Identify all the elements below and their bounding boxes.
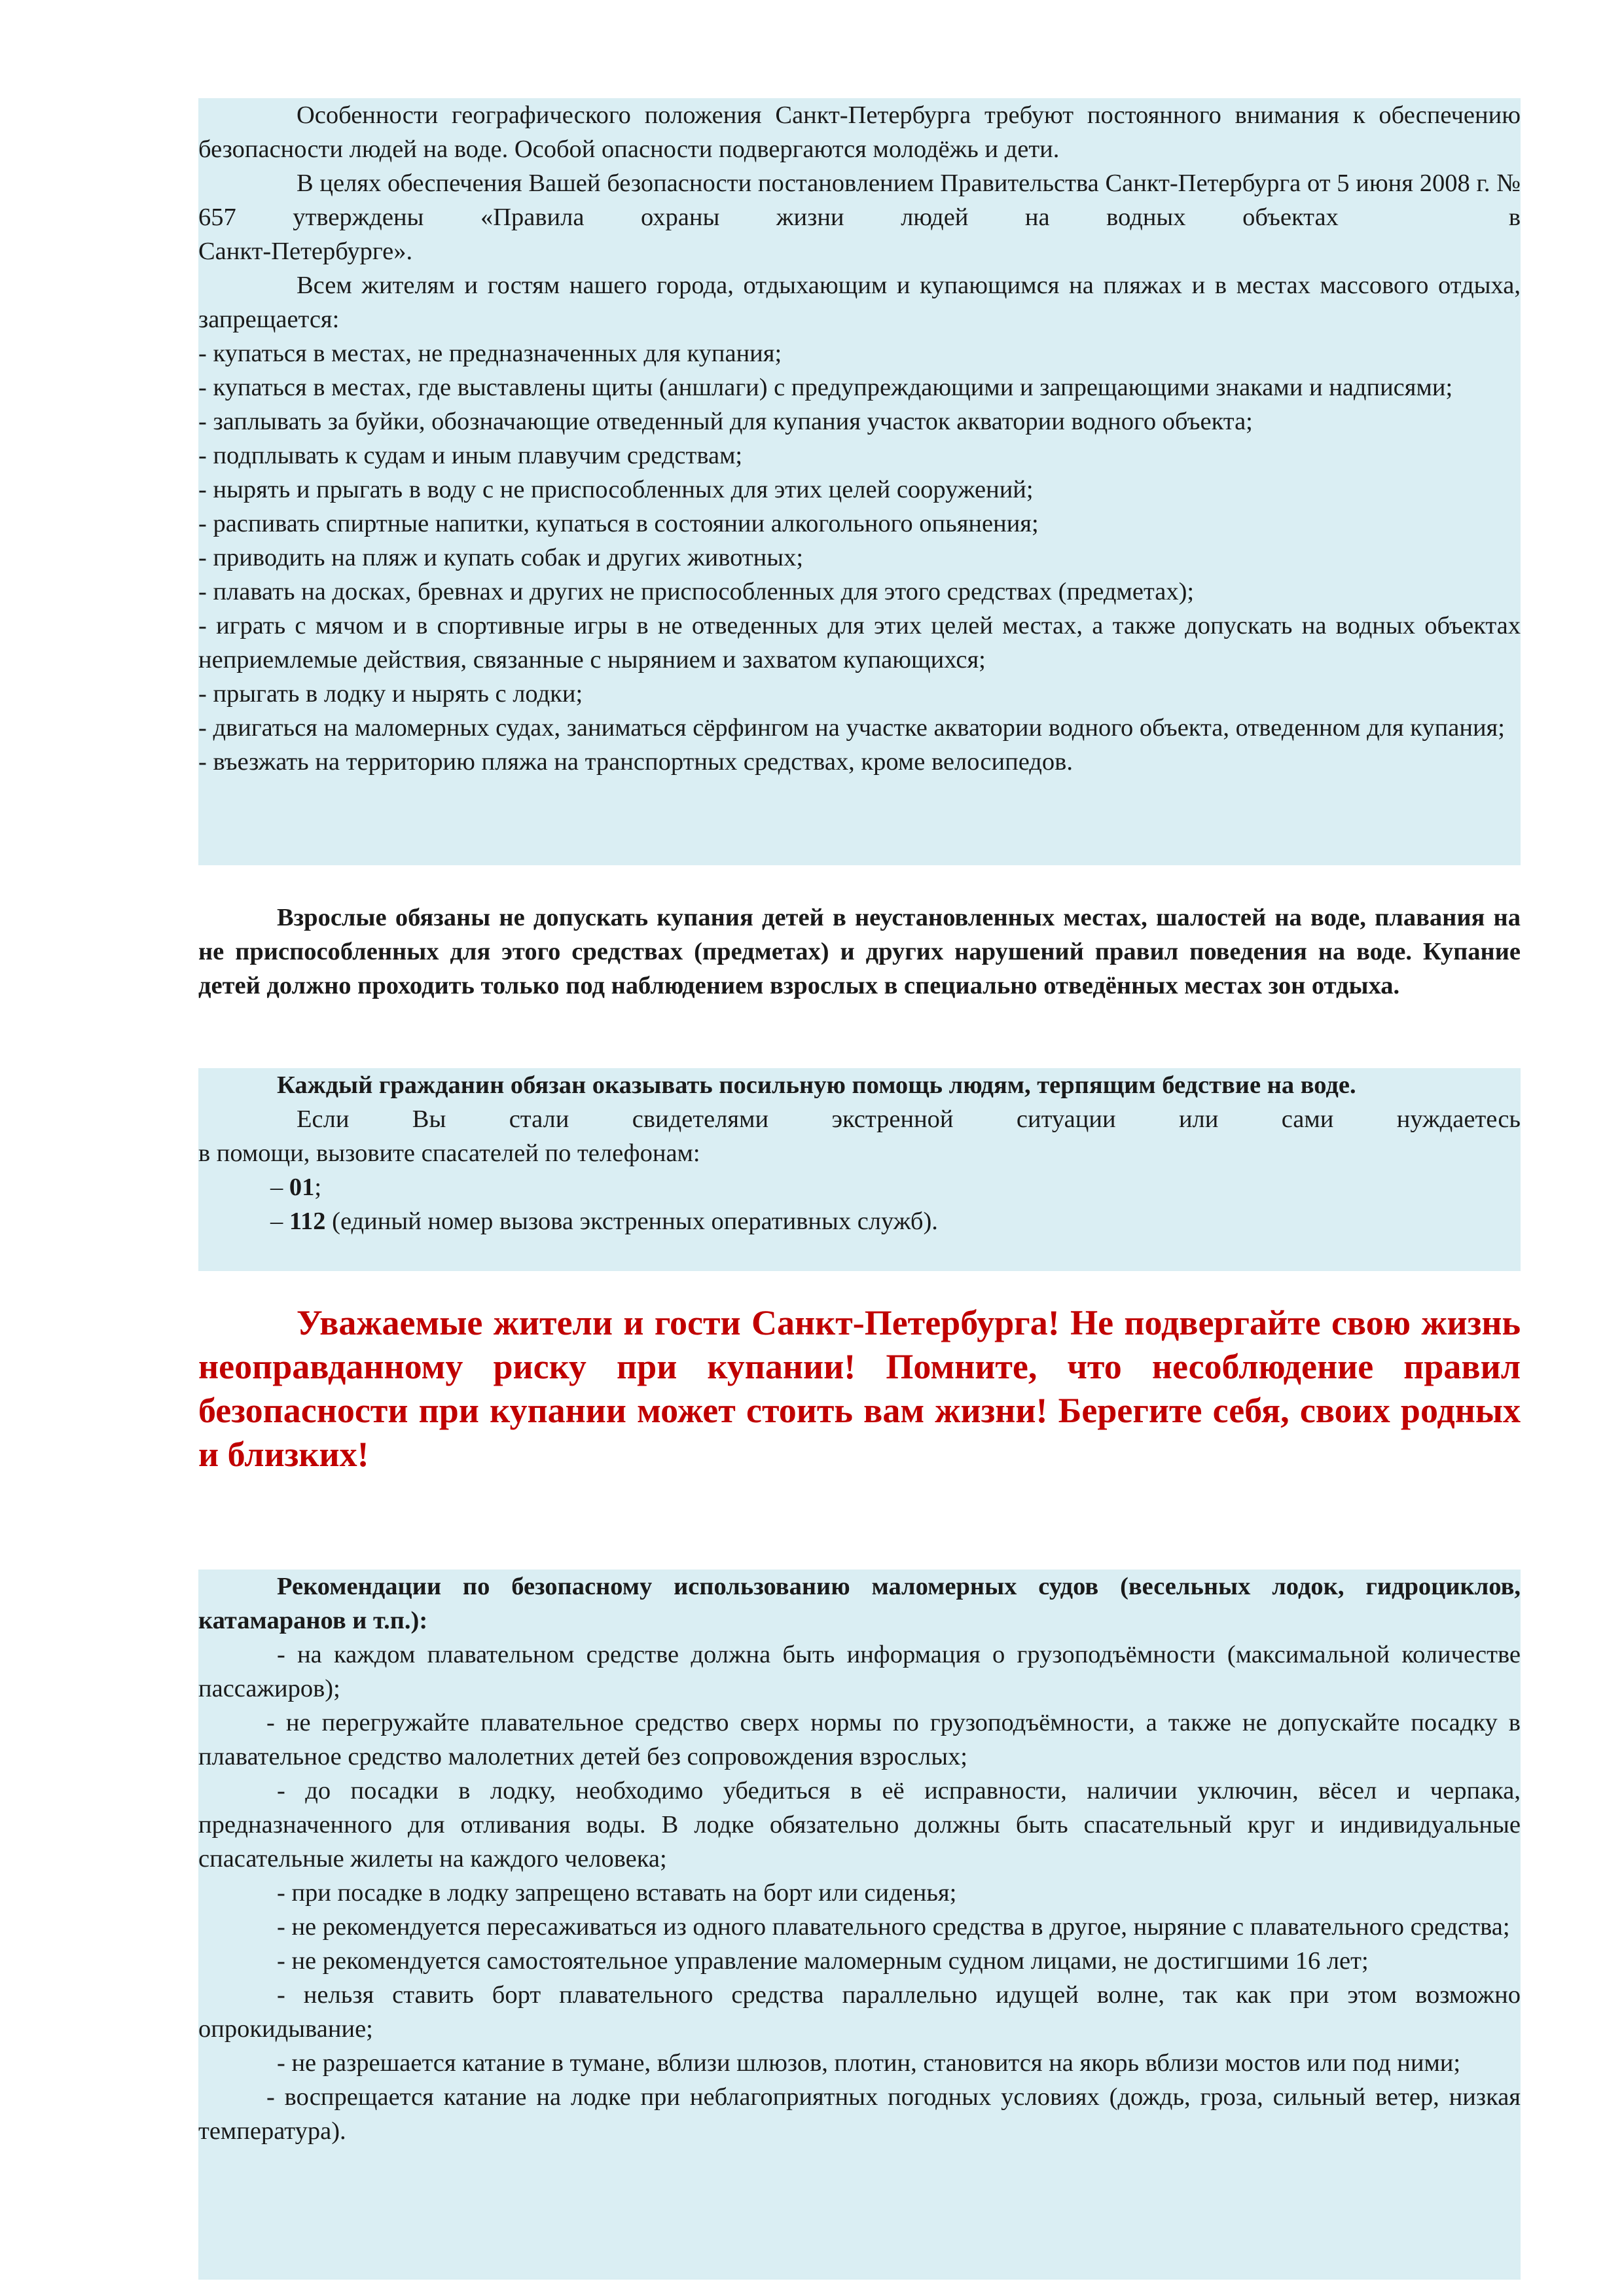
recommendation-item: - нельзя ставить борт плавательного средства параллельно идущей волне, так как при этом возможно опрокидывание; bbox=[198, 1981, 1521, 2043]
phone-number: 01 bbox=[289, 1174, 315, 1201]
appeal-text: Уважаемые жители и гости Санкт-Петербурга! Не подвергайте свою жизнь неоправданному риску при купании! Помните, что несоблюдение правил безопасности при купании может стоить вам жизни! Берегите себя, своих родных и близких! bbox=[198, 1303, 1521, 1474]
emergency-word: экстренной bbox=[831, 1105, 954, 1133]
adults-notice-section bbox=[198, 901, 1521, 1003]
prohibited-intro: Всем жителям и гостям нашего города, отдыхающим и купающимся на пляжах и в местах массового отдыха, запрещается: bbox=[198, 272, 1521, 333]
recommendation-item: - на каждом плавательном средстве должна быть информация о грузоподъёмности (максимальной количестве пассажиров); bbox=[198, 1641, 1521, 1702]
prohibited-item: - приводить на пляж и купать собак и других животных; bbox=[198, 544, 804, 571]
emergency-word: сами bbox=[1281, 1105, 1334, 1133]
prohibited-item: - купаться в местах, не предназначенных для купания; bbox=[198, 340, 782, 367]
recommendation-item: - не рекомендуется пересаживаться из одного плавательного средства в другое, ныряние с плавательного средства; bbox=[277, 1913, 1510, 1941]
regulation-text: В целях обеспечения Вашей безопасности постановлением Правительства Санкт-Петербурга от 5 июня 2008 г. № 657 утверждены «Правила охраны жизни людей на водных объектах bbox=[198, 170, 1521, 231]
prohibited-item: - прыгать в лодку и нырять с лодки; bbox=[198, 680, 583, 708]
phone-suffix: (единый номер вызова экстренных оперативных служб). bbox=[325, 1208, 938, 1235]
recommendations-section bbox=[198, 1570, 1521, 2280]
emergency-word: ситуации bbox=[1016, 1105, 1116, 1133]
regulation-paragraph bbox=[198, 166, 1521, 234]
emergency-word: Вы bbox=[412, 1105, 446, 1133]
emergency-word: стали bbox=[509, 1105, 569, 1133]
recommendation-item: - до посадки в лодку, необходимо убедиться в её исправности, наличии уключин, вёсел и черпака, предназначенного для отливания воды. В лодке обязательно должны быть спасательный круг и индивидуальные спасательные жилеты на каждого человека; bbox=[198, 1777, 1521, 1873]
prohibited-item: - въезжать на территорию пляжа на транспортных средствах, кроме велосипедов. bbox=[198, 748, 1073, 776]
help-duty: Каждый гражданин обязан оказывать посильную помощь людям, терпящим бедствие на воде. bbox=[277, 1071, 1356, 1099]
recommendation-item: - не рекомендуется самостоятельное управление маломерным судном лицами, не достигшими 16 лет; bbox=[277, 1947, 1369, 1975]
prohibited-item: - двигаться на маломерных судах, заниматься сёрфингом на участке акватории водного объекта, отведенном для купания; bbox=[198, 714, 1505, 742]
emergency-word: свидетелями bbox=[632, 1105, 769, 1133]
emergency-line bbox=[198, 1102, 1521, 1136]
regulation-city: Санкт-Петербурге». bbox=[198, 238, 413, 265]
emergency-word: или bbox=[1178, 1105, 1219, 1133]
prohibited-item: - подплывать к судам и иным плавучим средствам; bbox=[198, 442, 743, 469]
recommendation-item: - не разрешается катание в тумане, вблизи шлюзов, плотин, становится на якорь вблизи мостов или под ними; bbox=[277, 2049, 1461, 2077]
recommendation-item: - при посадке в лодку запрещено вставать на борт или сиденья; bbox=[277, 1879, 957, 1907]
phone-dash: – bbox=[270, 1174, 289, 1201]
intro-paragraph: Особенности географического положения Санкт-Петербурга требуют постоянного внимания к обеспечению безопасности людей на воде. Особой опасности подвергаются молодёжь и дети. bbox=[198, 101, 1521, 163]
help-section bbox=[198, 1068, 1521, 1271]
emergency-end: в помощи, вызовите спасателей по телефонам: bbox=[198, 1139, 700, 1167]
prohibited-item: - плавать на досках, бревнах и других не приспособленных для этого средствах (предметах); bbox=[198, 578, 1195, 605]
phone-dash: – bbox=[270, 1208, 289, 1235]
rules-section bbox=[198, 98, 1521, 865]
phone-number: 112 bbox=[289, 1208, 326, 1235]
prohibited-item: - заплывать за буйки, обозначающие отведенный для купания участок акватории водного объекта; bbox=[198, 408, 1253, 435]
phone-01 bbox=[198, 1170, 1521, 1204]
adults-notice: Взрослые обязаны не допускать купания детей в неустановленных местах, шалостей на воде, плавания на не приспособленных для этого средствах (предметах) и других нарушений правил поведения на воде. Купание детей должно проходить только под наблюдением взрослых в специально отведённых местах зон отдыха. bbox=[198, 904, 1521, 999]
prohibited-item: - играть с мячом и в спортивные игры в не отведенных для этих целей местах, а также допускать на водных объектах неприемлемые действия, связанные с нырянием и захватом купающихся; bbox=[198, 612, 1521, 673]
recommendations-title: Рекомендации по безопасному использованию маломерных судов (весельных лодок, гидроциклов, катамаранов и т.п.): bbox=[198, 1573, 1521, 1634]
regulation-word-in: в bbox=[1508, 204, 1521, 231]
emergency-word: нуждаетесь bbox=[1396, 1105, 1521, 1133]
prohibited-item: - нырять и прыгать в воду с не приспособленных для этих целей сооружений; bbox=[198, 476, 1034, 503]
phone-suffix: ; bbox=[314, 1174, 322, 1201]
prohibited-item: - распивать спиртные напитки, купаться в состоянии алкогольного опьянения; bbox=[198, 510, 1039, 537]
prohibited-item: - купаться в местах, где выставлены щиты (аншлаги) с предупреждающими и запрещающими знаками и надписями; bbox=[198, 374, 1453, 401]
phone-112 bbox=[198, 1204, 1521, 1238]
recommendation-item: - не перегружайте плавательное средство сверх нормы по грузоподъёмности, а также не допускайте посадку в плавательное средство малолетних детей без сопровождения взрослых; bbox=[198, 1709, 1521, 1770]
recommendation-item: - воспрещается катание на лодке при неблагоприятных погодных условиях (дождь, гроза, сильный ветер, низкая температура). bbox=[198, 2083, 1521, 2145]
emergency-word: Если bbox=[297, 1105, 350, 1133]
